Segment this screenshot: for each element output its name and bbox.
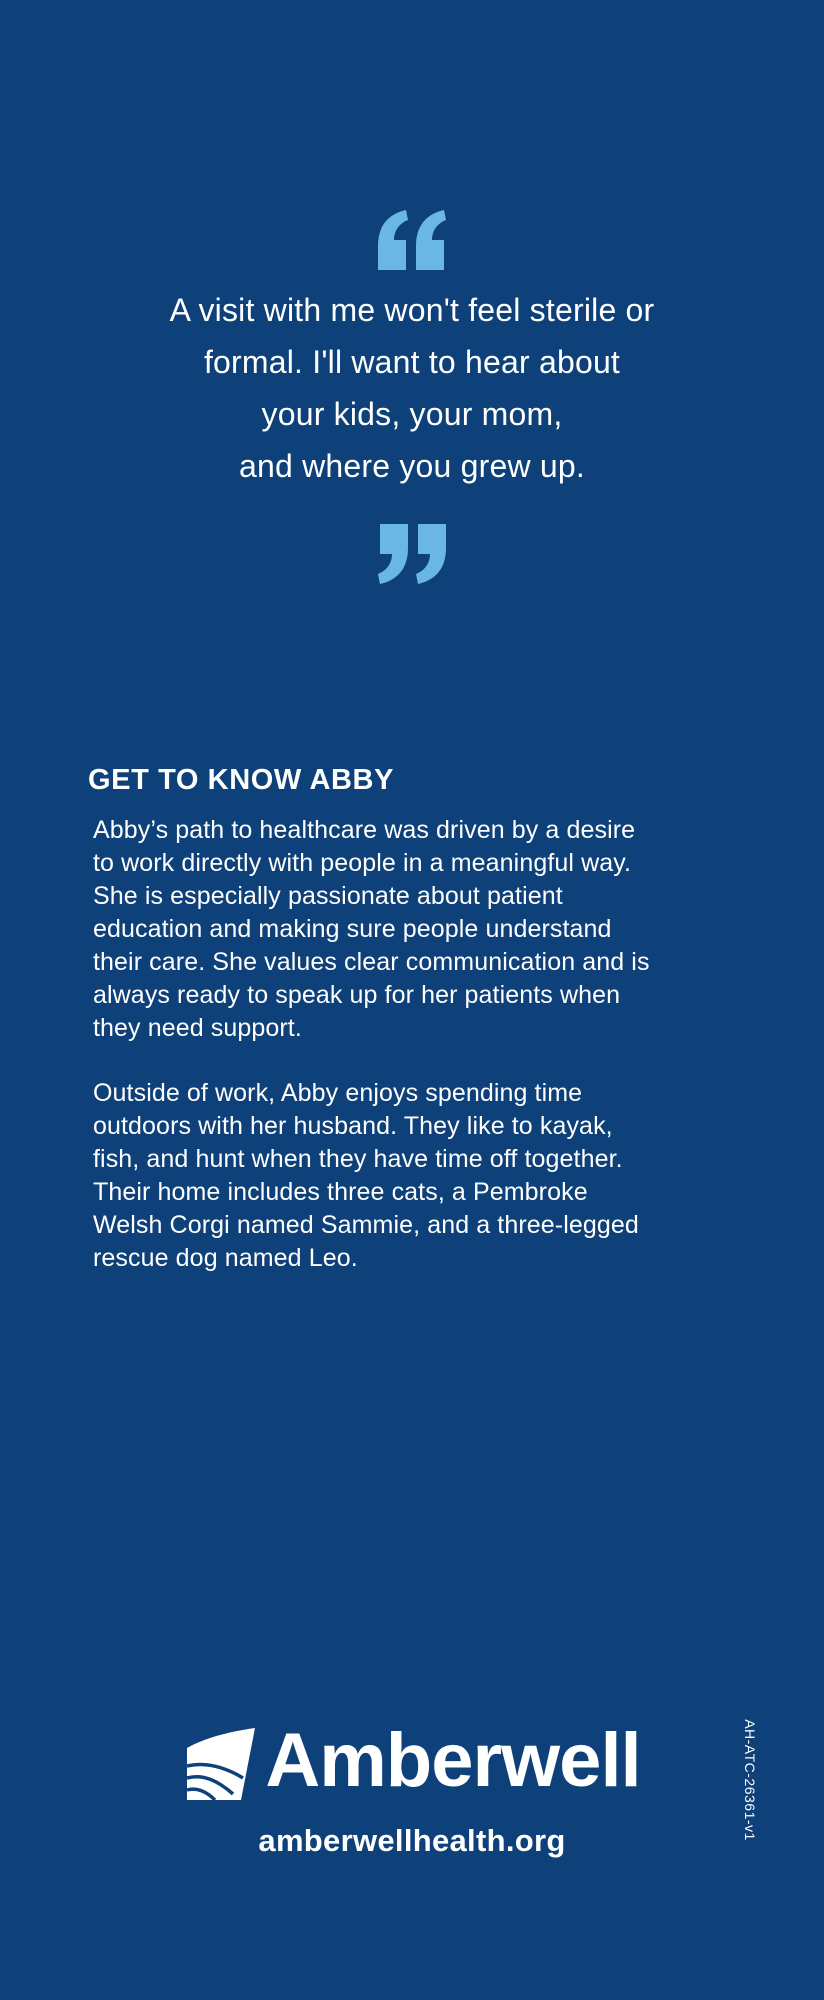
brand-logo	[183, 1720, 640, 1802]
bio-line: outdoors with her husband. They like to kayak,	[93, 1112, 613, 1140]
bio-line: She is especially passionate about patient	[93, 882, 563, 910]
bio-line: Welsh Corgi named Sammie, and a three-legged	[93, 1211, 639, 1239]
quote-text	[92, 284, 732, 492]
bio-paragraph-personal	[93, 1077, 748, 1275]
quote-line: formal. I'll want to hear about	[203, 344, 621, 380]
bio-line: Abby’s path to healthcare was driven by a desire	[93, 816, 636, 844]
bio-line: they need support.	[93, 1014, 302, 1042]
brand-footer	[0, 1720, 824, 1859]
quote-section	[0, 210, 824, 584]
quote-line: A visit with me won't feel sterile or	[169, 292, 655, 328]
quote-line: and where you grew up.	[239, 448, 585, 484]
quote-line: your kids, your mom,	[261, 396, 563, 432]
bio-line: fish, and hunt when they have time off together.	[93, 1145, 623, 1173]
bio-line: rescue dog named Leo.	[93, 1244, 358, 1272]
document-code-text: AH-ATC-26361-v1	[742, 1719, 758, 1841]
bio-line: Outside of work, Abby enjoys spending time	[93, 1079, 583, 1107]
brand-name: Amberwell	[265, 1718, 641, 1803]
bio-heading: GET TO KNOW ABBY	[88, 764, 395, 796]
bio-section	[88, 762, 748, 1307]
bio-line: their care. She values clear communication and is	[93, 948, 650, 976]
website-link[interactable]: amberwellhealth.org	[258, 1823, 566, 1858]
bio-line: always ready to speak up for her patients when	[93, 981, 621, 1009]
bio-line: to work directly with people in a meaningful way.	[93, 849, 632, 877]
amberwell-logo-icon	[183, 1726, 259, 1802]
open-quote-icon	[374, 210, 450, 270]
bio-paragraph-career	[93, 814, 748, 1045]
close-quote-icon	[374, 524, 450, 584]
bio-line: education and making sure people understand	[93, 915, 612, 943]
bio-line: Their home includes three cats, a Pembroke	[93, 1178, 588, 1206]
